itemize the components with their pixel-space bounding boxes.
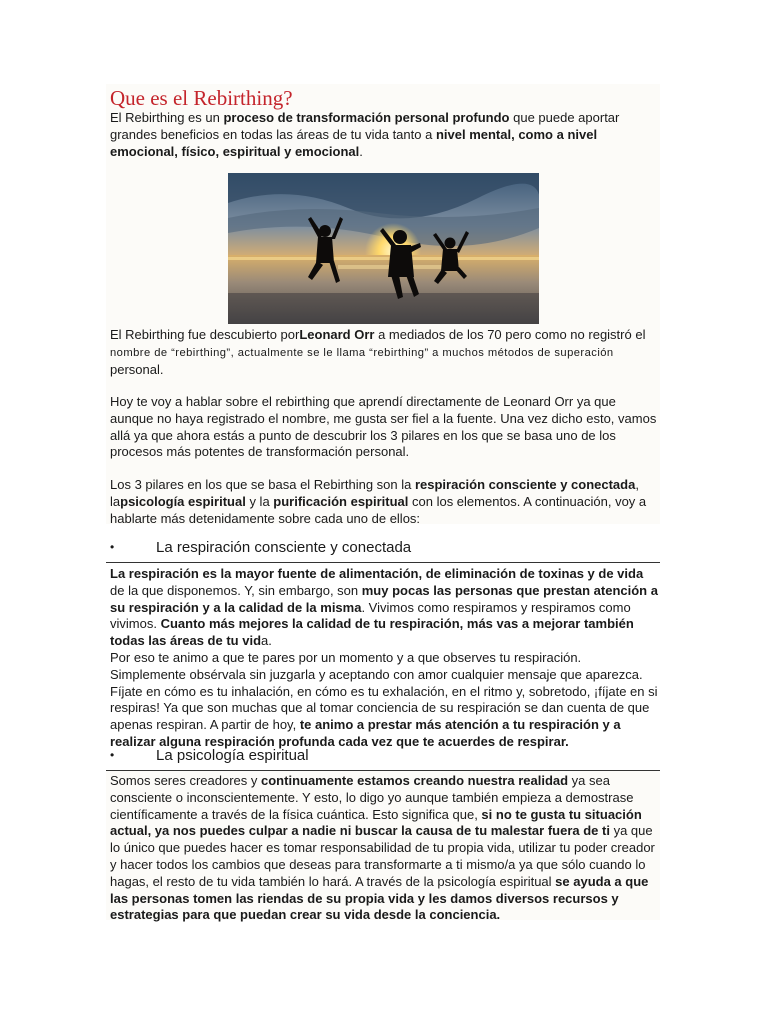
history-paragraph: El Rebirthing fue descubierto porLeonard Orr a mediados de los 70 pero como no registró el nombre de “rebirthing”, actualmente se le llama “rebirthing” a muchos métodos de superación personal. (110, 327, 646, 377)
section1-heading-text: La respiración consciente y conectada (156, 539, 412, 556)
bullet-icon: • (110, 540, 115, 554)
intro-paragraph: El Rebirthing es un proceso de transformación personal profundo que puede aportar grandes beneficios en todas las áreas de tu vida tanto a nivel mental, como a nivel emocional, físico, espiritual y emocional. (110, 110, 620, 159)
section2-divider (106, 770, 660, 771)
three-pillars-paragraph: Los 3 pilares en los que se basa el Rebirthing son la respiración consciente y conectada, lapsicología espiritual y la purificación espiritual con los elementos. A continuación, voy a hablarte más detenidamente sobre cada uno de ellos: (110, 477, 647, 526)
section2-heading-text: La psicología espiritual (156, 747, 309, 764)
sunset-jump-illustration (228, 173, 539, 324)
section1-paragraph: La respiración es la mayor fuente de alimentación, de eliminación de toxinas y de vida de la que disponemos. Y, sin embargo, son muy pocas las personas que prestan atención a su respiración y a la calidad de la misma. Vivimos como respiramos y respiramos como vivimos. Cuanto más mejores la calidad de tu respiración, más vas a mejorar también todas las áreas de tu vida. Por eso te animo a que te pares por un momento y a que observes tu respiración. Simplemente obsérvala sin juzgarla y aceptando con amor cualquier mensaje que aparezca. Fíjate en cómo es tu inhalación, en cómo es tu exhalación, en el ritmo y, sobretodo, ¡fíjate en si respiras! Ya que son muchas que al tomar conciencia de su respiración se dan cuenta de que apenas respiran. A partir de hoy, te animo a prestar más atención a tu respiración y a realizar alguna respiración profunda cada vez que te acuerdes de respirar. (110, 566, 658, 749)
section1-divider (106, 562, 660, 563)
section2-paragraph: Somos seres creadores y continuamente estamos creando nuestra realidad ya sea consciente o inconscientemente. Y esto, lo digo yo aunque también empieza a demostrase científicamente a través de la física cuántica. Esto significa que, si no te gusta tu situación actual, ya nos puedes culpar a nadie ni buscar la causa de tu malestar fuera de ti ya que lo único que puedes hacer es tomar responsabilidad de tu propia vida, utilizar tu poder creador y hacer todos los cambios que deseas para transformarte a ti mismo/a ya que sólo cuando lo hagas, el resto de tu vida también lo hará. A través de la psicología espiritual se ayuda a que las personas tomen las riendas de su propia vida y les damos diversos recursos y estrategias para que puedan crear su vida desde la conciencia. (110, 773, 655, 923)
bullet-icon: • (110, 748, 115, 762)
page-title: Que es el Rebirthing? (110, 86, 293, 110)
leonard-orr-paragraph: Hoy te voy a hablar sobre el rebirthing que aprendí directamente de Leonard Orr ya que aunque no haya registrado el nombre, me gusta ser fiel a la fuente. Una vez dicho esto, vamos allá ya que ahora estás a punto de descubrir los 3 pilares en los que se basa uno de los procesos más potentes de transformación personal. (110, 394, 657, 460)
hero-image (228, 173, 539, 324)
